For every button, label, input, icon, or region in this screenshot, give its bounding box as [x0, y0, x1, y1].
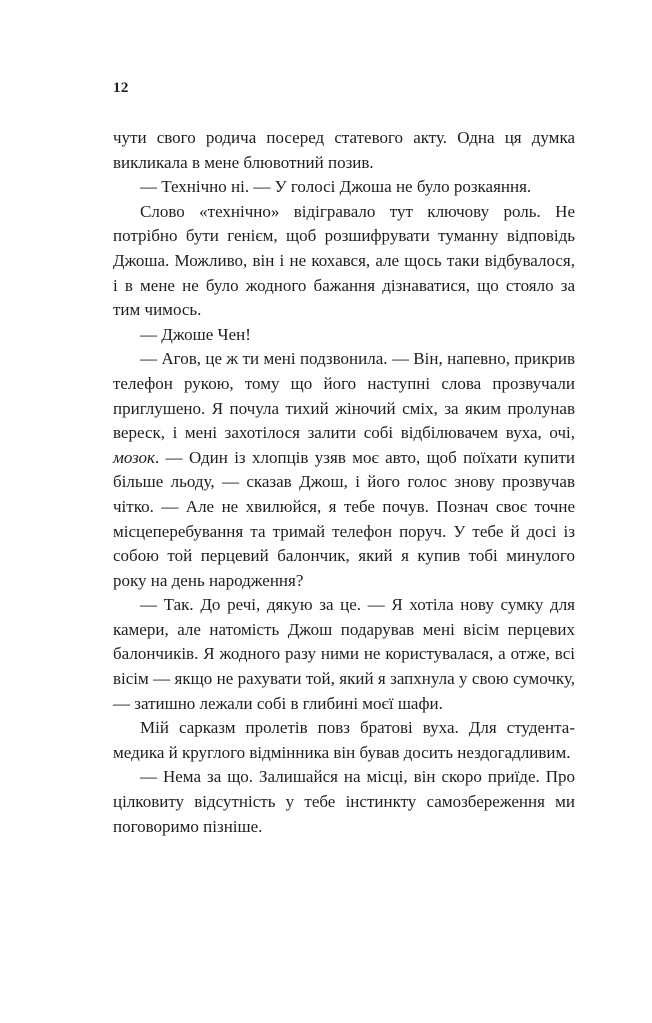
text-run: — Нема за що. Залишайся на місці, він скоро приїде. Про цілковиту відсутність у тебе інстинкту самозбереження ми поговоримо пізніше. [113, 767, 575, 836]
paragraph [113, 347, 575, 593]
text-run: — Джоше Чен! [140, 324, 251, 344]
text-run: чути свого родича посеред статевого акту. Одна ця думка викликала в мене блювотний позив. [113, 128, 575, 172]
paragraph [113, 175, 575, 200]
text-run: . — Один із хлопців узяв моє авто, щоб поїхати купити більше льоду, — сказав Джош, і його голос знову прозвучав чітко. — Але не хвилюйся, я тебе почув. Познач своє точне місцеперебування та тримай телефон поруч. У тебе й досі із собою той перцевий балончик, який я купив тобі минулого року на день народження? [113, 447, 575, 590]
paragraph [113, 765, 575, 839]
paragraph [113, 593, 575, 716]
text-run: — Агов, це ж ти мені подзвонила. — Він, напевно, прикрив телефон рукою, тому що його наступні слова прозвучали приглушено. Я почула тихий жіночий сміх, за яким пролунав вереск, і мені захотілося залити собі відбілювачем вуха, очі, [113, 349, 575, 443]
text-run: Мій сарказм пролетів повз братові вуха. Для студента-медика й круглого відмінника він бував досить нездогадливим. [113, 718, 575, 762]
paragraph [113, 126, 575, 175]
paragraph [113, 200, 575, 323]
text-run: Слово «технічно» відігравало тут ключову роль. Не потрібно бути генієм, щоб розшифрувати туманну відповідь Джоша. Можливо, він і не кохався, але щось таки відбувалося, і в мене не було жодного бажання дізнаватися, що стояло за тим чимось. [113, 201, 575, 320]
paragraph [113, 323, 575, 348]
text-block [113, 126, 575, 839]
page-number: 12 [113, 80, 129, 96]
text-run: — Так. До речі, дякую за це. — Я хотіла нову сумку для камери, але натомість Джош подарував мені вісім перцевих балончиків. Я жодного разу ними не користувалася, а отже, всі вісім — якщо не рахувати той, який я запхнула у свою сумочку, — затишно лежали собі в глибині моєї шафи. [113, 595, 575, 713]
italic-text-run: мозок [113, 447, 155, 467]
paragraph [113, 716, 575, 765]
text-run: — Технічно ні. — У голосі Джоша не було розкаяння. [140, 177, 532, 197]
